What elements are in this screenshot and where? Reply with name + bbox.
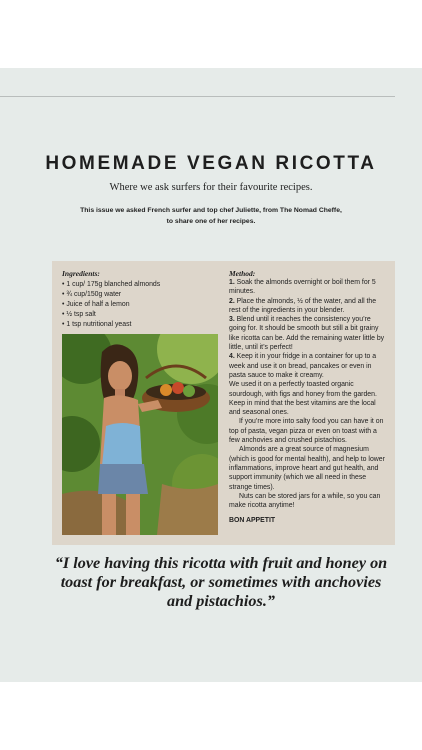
ingredients-list	[62, 280, 222, 330]
method-heading: Method:	[229, 269, 256, 278]
ingredients-heading: Ingredients:	[62, 269, 100, 278]
method-step	[229, 297, 387, 316]
step-text: Keep it in your fridge in a container for up to a week and use it on bread, pancakes or even in pasta sauce to make it creamy.	[229, 353, 377, 379]
step-number: 3.	[229, 316, 235, 324]
method-paragraph: Nuts can be stored jars for a while, so you can make ricotta anytime!	[229, 492, 381, 510]
ingredients-section	[62, 269, 222, 330]
ingredient-item: • 1 cup/ 175g blanched almonds	[62, 281, 161, 288]
method-step	[229, 315, 387, 352]
ingredient-item: • 1 tsp nutritional yeast	[62, 320, 132, 328]
chef-photo	[62, 334, 218, 535]
method-step	[229, 352, 387, 380]
method-paragraph: We used it on a perfectly toasted organic sourdough, with figs and honey from the garden. Keep in mind that the best vitamins are the local and seasonal ones.	[229, 381, 377, 417]
signoff: BON APPETIT	[229, 517, 276, 525]
step-text: Soak the almonds overnight or boil them for 5 minutes.	[229, 279, 376, 296]
method-paragraph: Almonds are a great source of magnesium (which is good for mental health), and help to lower inflammations, improve heart and gut health, and support immunity (which we all need in these strange times).	[229, 446, 385, 491]
step-number: 1.	[229, 279, 235, 286]
article-subtitle: Where we ask surfers for their favourite recipes.	[109, 182, 313, 193]
step-text: Place the almonds, ½ of the water, and all the rest of the ingredients in your blender.	[229, 297, 377, 314]
method-section	[229, 269, 387, 526]
intro-line: to share one of her recipes.	[166, 217, 256, 225]
ingredient-item: • ½ tsp salt	[62, 310, 96, 318]
header-rule	[0, 96, 395, 97]
ingredient-item: • Juice of half a lemon	[62, 300, 130, 308]
intro-line: This issue we asked French surfer and top chef Juliette, from The Nomad Cheffe,	[80, 207, 342, 214]
pull-quote: “I love having this ricotta with fruit and honey on toast for breakfast, or sometimes with anchovies and pistachios.”	[54, 554, 388, 610]
method-step	[229, 278, 387, 297]
chef-photo-illustration	[62, 334, 218, 535]
method-paragraph: If you’re more into salty food you can have it on top of pasta, vegan pizza or even on toast with a few anchovies and crushed pistachios.	[229, 418, 384, 445]
article-intro	[40, 206, 382, 227]
step-number: 2.	[229, 297, 235, 305]
article-title: HOMEMADE VEGAN RICOTTA	[45, 153, 377, 174]
step-text: Blend until it reaches the consistency you’re going for. It should be smooth but still a bit grainy like ricotta can be. Add the remaining water little by little, until it’s perfect!	[229, 316, 385, 352]
ingredient-item: • ¾ cup/150g water	[62, 290, 122, 298]
step-number: 4.	[229, 353, 235, 361]
